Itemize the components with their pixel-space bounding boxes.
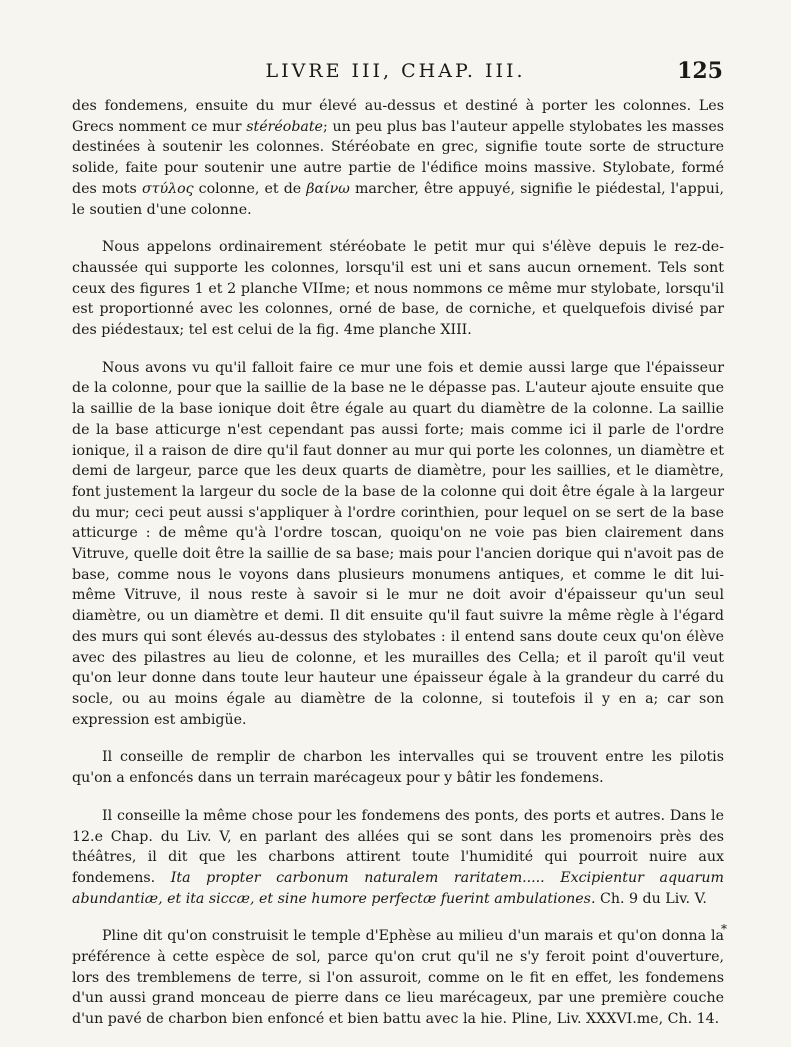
text-run: Pline dit qu'on construisit le temple d'Ephèse au milieu d'un marais et qu'on donna la préférence à cette espèce de sol, parce qu'on crut qu'il ne s'y feroit point d'ouverture, lors des tremblemens de terre, si l'on assuroit, comme on le fit en effet, les fondemens d'un aussi grand monceau de pierre dans ce lieu marécageux, par une première couche d'un pavé de charbon bien enfoncé et bien battu avec la hie. Pline, Liv. XXXVI.me, Ch. 14. (72, 928, 724, 1028)
text-run: des fondemens, ensuite du mur élevé au-dessus et destiné à porter les colonnes. Les Grecs nomment ce mur (72, 98, 724, 135)
italic-text: βαίνω (306, 180, 350, 197)
running-title: LIVRE III, CHAP. III. (265, 60, 526, 82)
text-run: ; un peu plus bas l'auteur appelle stylobates les masses destinées à soutenir les colonnes. Stéréobate en grec, signifie toute sorte de structure solide, faite pour soutenir une autre partie de l'édifice moins massive. Stylobate, formé des mots (72, 118, 724, 197)
text-run: Il conseille de remplir de charbon les intervalles qui se trouvent entre les pilotis qu'on a enfoncés dans un terrain marécageux pour y bâtir les fondemens. (72, 749, 724, 787)
paragraph-1 (72, 96, 724, 220)
paragraph-6 (72, 926, 724, 1030)
page-number: 125 (677, 58, 723, 84)
text-run: Ch. 9 du Liv. V. (595, 890, 707, 907)
italic-text: Ita propter carbonum naturalem raritatem..... Excipientur aquarum abundantiæ, et ita siccæ, et sine humore perfectæ fuerint ambulationes. (72, 869, 724, 907)
italic-text: stéréobate (246, 118, 323, 135)
paragraph-2 (72, 237, 724, 341)
text-run: colonne, et de (193, 180, 307, 197)
italic-text: στύλος (141, 180, 194, 197)
body-text (72, 96, 724, 1047)
paragraph-5 (72, 806, 724, 910)
text-run: Nous avons vu qu'il falloit faire ce mur une fois et demie aussi large que l'épaisseur de la colonne, pour que la saillie de la base ne le dépasse pas. L'auteur ajoute ensuite que la saillie de la base ionique doit être égale au quart du diamètre de la colonne. La saillie de la base atticurge n'est cependant pas aussi forte; mais comme ici il parle de l'ordre ionique, il a raison de dire qu'il faut donner au mur qui porte les colonnes, un diamètre et demi de largeur, parce que les deux quarts de diamètre, pour les saillies, et le diamètre, font justement la largeur du socle de la base de la colonne qui doit être égale à la largeur du mur; ceci peut aussi s'appliquer à l'ordre corinthien, pour lequel on se sert de la base atticurge : de même qu'à l'ordre toscan, quoiqu'on ne voie pas bien clairement dans Vitruve, quelle doit être la saillie de sa base; mais pour l'ancien dorique qui n'avoit pas de base, comme nous le voyons dans plusieurs monumens antiques, et comme le dit lui-même Vitruve, il nous reste à savoir si le mur ne doit avoir d'épaisseur qu'un seul diamètre, ou un diamètre et demi. Il dit ensuite qu'il faut suivre la même règle à l'égard des murs qui sont élevés au-dessus des stylobates : il entend sans doute ceux qu'on élève avec des pilastres au lieu de colonne, et les murailles des Cella; et il paroît qu'il veut qu'on leur donne dans toute leur hauteur une épaisseur égale à la grandeur du carré du socle, ou au moins égale au diamètre de la colonne, si toutefois il y en a; car son expression est ambigüe. (72, 359, 724, 728)
text-run: marcher, être appuyé, signifie le piédestal, l'appui, le soutien d'une colonne. (72, 180, 724, 218)
paragraph-4 (72, 747, 724, 788)
printer-mark: * (721, 922, 727, 936)
paragraph-3 (72, 358, 724, 731)
page-header (0, 58, 791, 88)
text-run: Il conseille la même chose pour les fondemens des ponts, des ports et autres. Dans le 12.e Chap. du Liv. V, en parlant des allées qui se sont dans les promenoirs près des théâtres, il dit que les charbons attirent toute l'humidité qui pourroit nuire aux fondemens. (72, 807, 724, 886)
text-run: Nous appelons ordinairement stéréobate le petit mur qui s'élève depuis le rez-de-chaussée qui supporte les colonnes, lorsqu'il est uni et sans aucun ornement. Tels sont ceux des figures 1 et 2 planche VIIme; et nous nommons ce même mur stylobate, lorsqu'il est proportionné avec les colonnes, orné de base, de corniche, et quelquefois divisé par des piédestaux; tel est celui de la fig. 4me planche XIII. (72, 239, 724, 339)
